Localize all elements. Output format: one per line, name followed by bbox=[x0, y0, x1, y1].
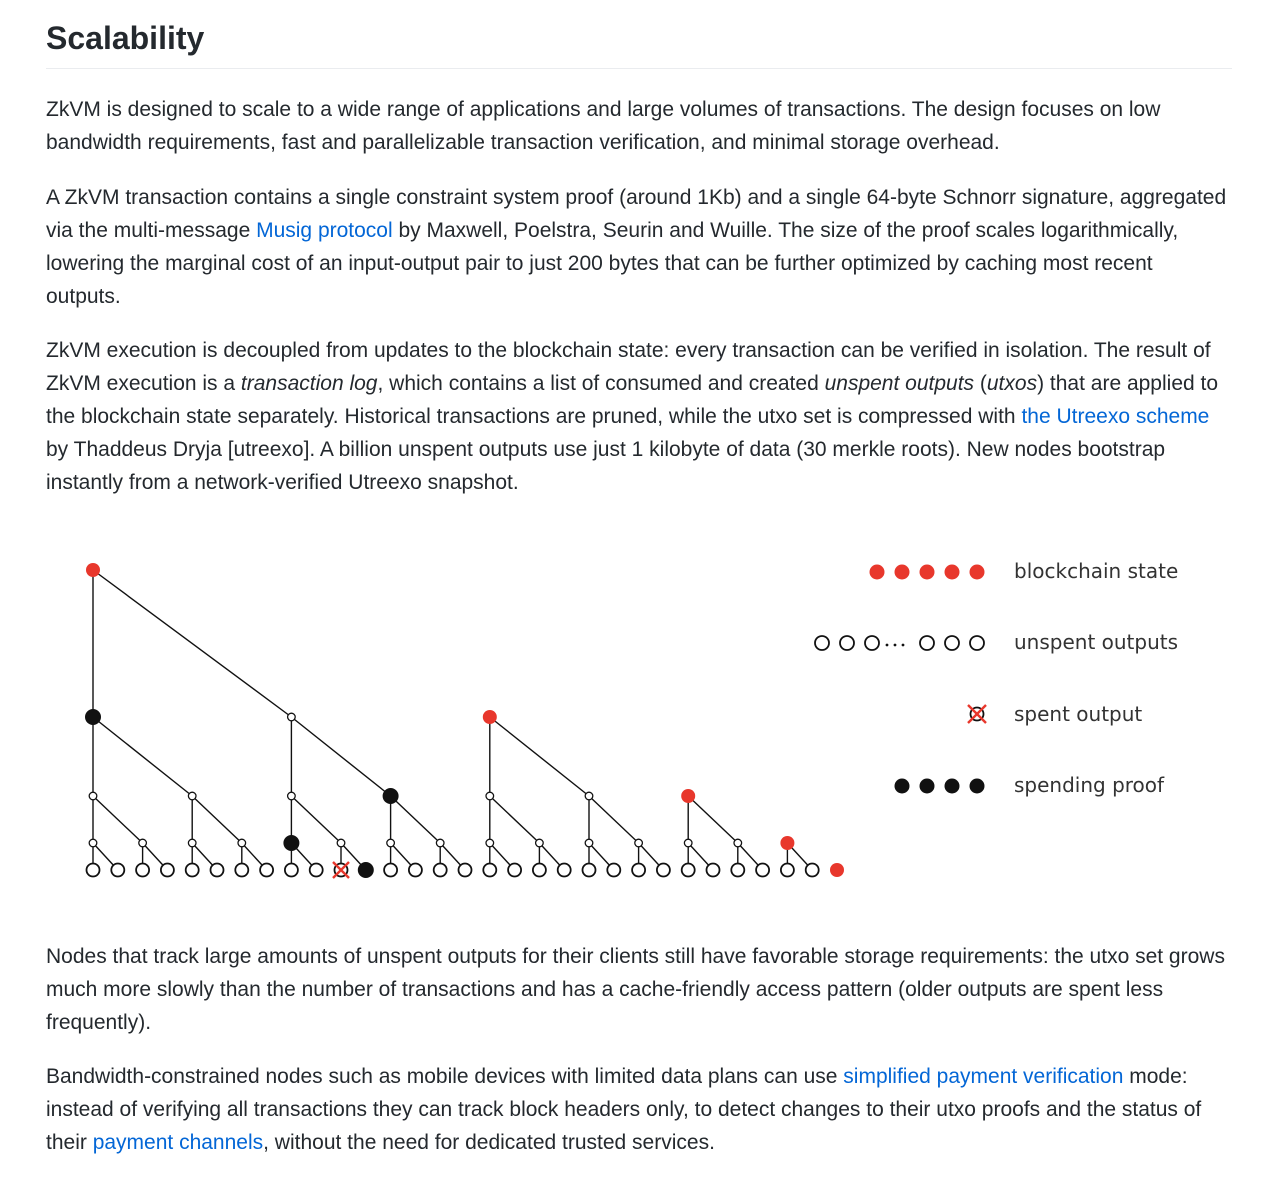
red-dot bbox=[945, 565, 960, 580]
root-leaf bbox=[830, 863, 844, 877]
utxo-leaf bbox=[186, 864, 199, 877]
red-dot bbox=[970, 565, 985, 580]
hollow-dot bbox=[945, 636, 959, 650]
utxo-leaf bbox=[682, 864, 695, 877]
hash-node bbox=[536, 839, 544, 847]
legend-unspent-outputs-dots bbox=[815, 636, 984, 650]
utxo-leaf bbox=[409, 864, 422, 877]
hash-node bbox=[139, 839, 147, 847]
tree-edge bbox=[93, 796, 143, 843]
p2-text-2: by Maxwell, Poelstra, Seurin and Wuille. The size of the proof scales logarithmically, lowering the marginal cost of an input-output pair to just 200 bytes that can be further optimized by caching most recent outputs. bbox=[46, 219, 1179, 308]
p3-text-3: ( bbox=[974, 372, 987, 395]
musig-protocol-link[interactable]: Musig protocol bbox=[256, 219, 393, 242]
ellipsis-dot bbox=[902, 644, 905, 647]
utxo-leaf bbox=[211, 864, 224, 877]
tree-edge bbox=[589, 796, 639, 843]
p3-text-5: by Thaddeus Dryja [utreexo]. A billion unspent outputs use just 1 kilobyte of data (30 merkle roots). New nodes bootstrap instantly from a network-verified Utreexo snapshot. bbox=[46, 438, 1166, 494]
utxo-leaf bbox=[87, 864, 100, 877]
hash-node bbox=[486, 839, 494, 847]
utxo-leaf bbox=[136, 864, 149, 877]
p3-em-unspent-outputs: unspent outputs bbox=[824, 372, 975, 395]
payment-channels-link[interactable]: payment channels bbox=[92, 1131, 264, 1154]
proof-node bbox=[383, 788, 399, 804]
utxo-leaf bbox=[111, 864, 124, 877]
black-dot bbox=[970, 779, 985, 794]
utxo-leaf bbox=[161, 864, 174, 877]
root-node bbox=[780, 836, 794, 850]
utxo-leaf bbox=[806, 864, 819, 877]
root-node bbox=[483, 710, 497, 724]
hollow-dot bbox=[815, 636, 829, 650]
tree-edges bbox=[93, 570, 812, 870]
hash-node bbox=[486, 792, 494, 800]
tree-edge bbox=[93, 570, 291, 717]
tree-edge bbox=[688, 796, 738, 843]
legend-blockchain-state-label: blockchain state bbox=[1014, 559, 1179, 583]
tree-edge bbox=[291, 717, 390, 796]
utxo-leaf bbox=[756, 864, 769, 877]
tree-nodes bbox=[85, 563, 844, 878]
hollow-dot bbox=[970, 636, 984, 650]
proof-leaf bbox=[358, 862, 374, 878]
utxo-leaf bbox=[533, 864, 546, 877]
legend-blockchain-state-dots bbox=[870, 565, 985, 580]
utxo-leaf bbox=[781, 864, 794, 877]
hash-node bbox=[89, 839, 97, 847]
proof-node bbox=[85, 709, 101, 725]
ellipsis-dot bbox=[886, 644, 889, 647]
utxo-leaf bbox=[707, 864, 720, 877]
legend-spent-output-label: spent output bbox=[1014, 702, 1143, 726]
utxo-leaf bbox=[483, 864, 496, 877]
p3-text-4: ) that are applied to the blockchain state separately. Historical transactions are pruned, while the utxo set is compressed with bbox=[46, 372, 1219, 428]
utxo-leaf bbox=[235, 864, 248, 877]
red-dot bbox=[920, 565, 935, 580]
utxo-leaf bbox=[260, 864, 273, 877]
utxo-leaf bbox=[508, 864, 521, 877]
hash-node bbox=[89, 792, 97, 800]
tree-edge bbox=[192, 796, 242, 843]
utxo-leaf bbox=[285, 864, 298, 877]
hollow-dot bbox=[865, 636, 879, 650]
p5-text-2: mode: instead of verifying all transactions they can track block headers only, to detect changes to their utxo proofs and the status of their bbox=[46, 1065, 1202, 1154]
utxo-leaf bbox=[731, 864, 744, 877]
utxo-leaf bbox=[632, 864, 645, 877]
utxo-leaf bbox=[310, 864, 323, 877]
spent-output-icon bbox=[968, 705, 986, 723]
legend-spending-proof-dots bbox=[895, 779, 985, 794]
legend-spending-proof-label: spending proof bbox=[1014, 773, 1165, 797]
hollow-dot bbox=[840, 636, 854, 650]
hash-node bbox=[436, 839, 444, 847]
diagram-legend bbox=[815, 559, 1178, 797]
utreexo-scheme-link[interactable]: the Utreexo scheme bbox=[1021, 405, 1210, 428]
section-heading: Scalability bbox=[46, 18, 1232, 69]
p3-text-2: , which contains a list of consumed and created bbox=[377, 372, 825, 395]
hash-node bbox=[238, 839, 246, 847]
p3-em-utxos: utxos bbox=[986, 372, 1038, 395]
p5-text-3: , without the need for dedicated trusted services. bbox=[263, 1131, 715, 1154]
utxo-leaf bbox=[583, 864, 596, 877]
utxo-leaf bbox=[607, 864, 620, 877]
proof-node bbox=[283, 835, 299, 851]
black-dot bbox=[895, 779, 910, 794]
hash-node bbox=[684, 839, 692, 847]
utxo-leaf bbox=[558, 864, 571, 877]
p5-text-1: Bandwidth-constrained nodes such as mobile devices with limited data plans can use bbox=[46, 1065, 844, 1088]
spent-output-leaf bbox=[333, 862, 349, 878]
p3-text-1: ZkVM execution is decoupled from updates to the blockchain state: every transaction can be verified in isolation. The result of ZkVM execution is a bbox=[46, 339, 1211, 395]
tree-edge bbox=[391, 796, 441, 843]
paragraph-storage: Nodes that track large amounts of unspent outputs for their clients still have favorable storage requirements: the utxo set grows much more slowly than the number of transactions and has a cache-friendly access pattern (older outputs are spent less frequently). bbox=[46, 945, 1225, 1034]
black-dot bbox=[920, 779, 935, 794]
hash-node bbox=[288, 792, 296, 800]
legend-unspent-outputs-label: unspent outputs bbox=[1014, 630, 1179, 654]
p3-em-transaction-log: transaction log bbox=[240, 372, 378, 395]
root-node bbox=[86, 563, 100, 577]
tree-edge bbox=[93, 717, 192, 796]
tree-edge bbox=[490, 796, 540, 843]
hash-node bbox=[734, 839, 742, 847]
hash-node bbox=[585, 839, 593, 847]
red-dot bbox=[870, 565, 885, 580]
root-node bbox=[681, 789, 695, 803]
p2-text-1: A ZkVM transaction contains a single constraint system proof (around 1Kb) and a single 64-byte Schnorr signature, aggregated via the multi-message bbox=[46, 186, 1227, 242]
utxo-leaf bbox=[657, 864, 670, 877]
hash-node bbox=[188, 839, 196, 847]
black-dot bbox=[945, 779, 960, 794]
paragraph-intro: ZkVM is designed to scale to a wide range of applications and large volumes of transactions. The design focuses on low bandwidth requirements, fast and parallelizable transaction verification, and minimal storage overhead. bbox=[46, 98, 1161, 154]
hollow-dot bbox=[920, 636, 934, 650]
utxo-leaf bbox=[384, 864, 397, 877]
hash-node bbox=[337, 839, 345, 847]
utxo-leaf bbox=[459, 864, 472, 877]
hash-node bbox=[585, 792, 593, 800]
spent-output-legend-icon bbox=[968, 705, 986, 723]
tree-edge bbox=[490, 717, 589, 796]
red-dot bbox=[895, 565, 910, 580]
tree-edge bbox=[291, 796, 341, 843]
ellipsis-dot bbox=[894, 644, 897, 647]
spv-link[interactable]: simplified payment verification bbox=[843, 1065, 1124, 1088]
hash-node bbox=[635, 839, 643, 847]
hash-node bbox=[188, 792, 196, 800]
hash-node bbox=[387, 839, 395, 847]
hash-node bbox=[288, 713, 296, 721]
utxo-leaf bbox=[434, 864, 447, 877]
